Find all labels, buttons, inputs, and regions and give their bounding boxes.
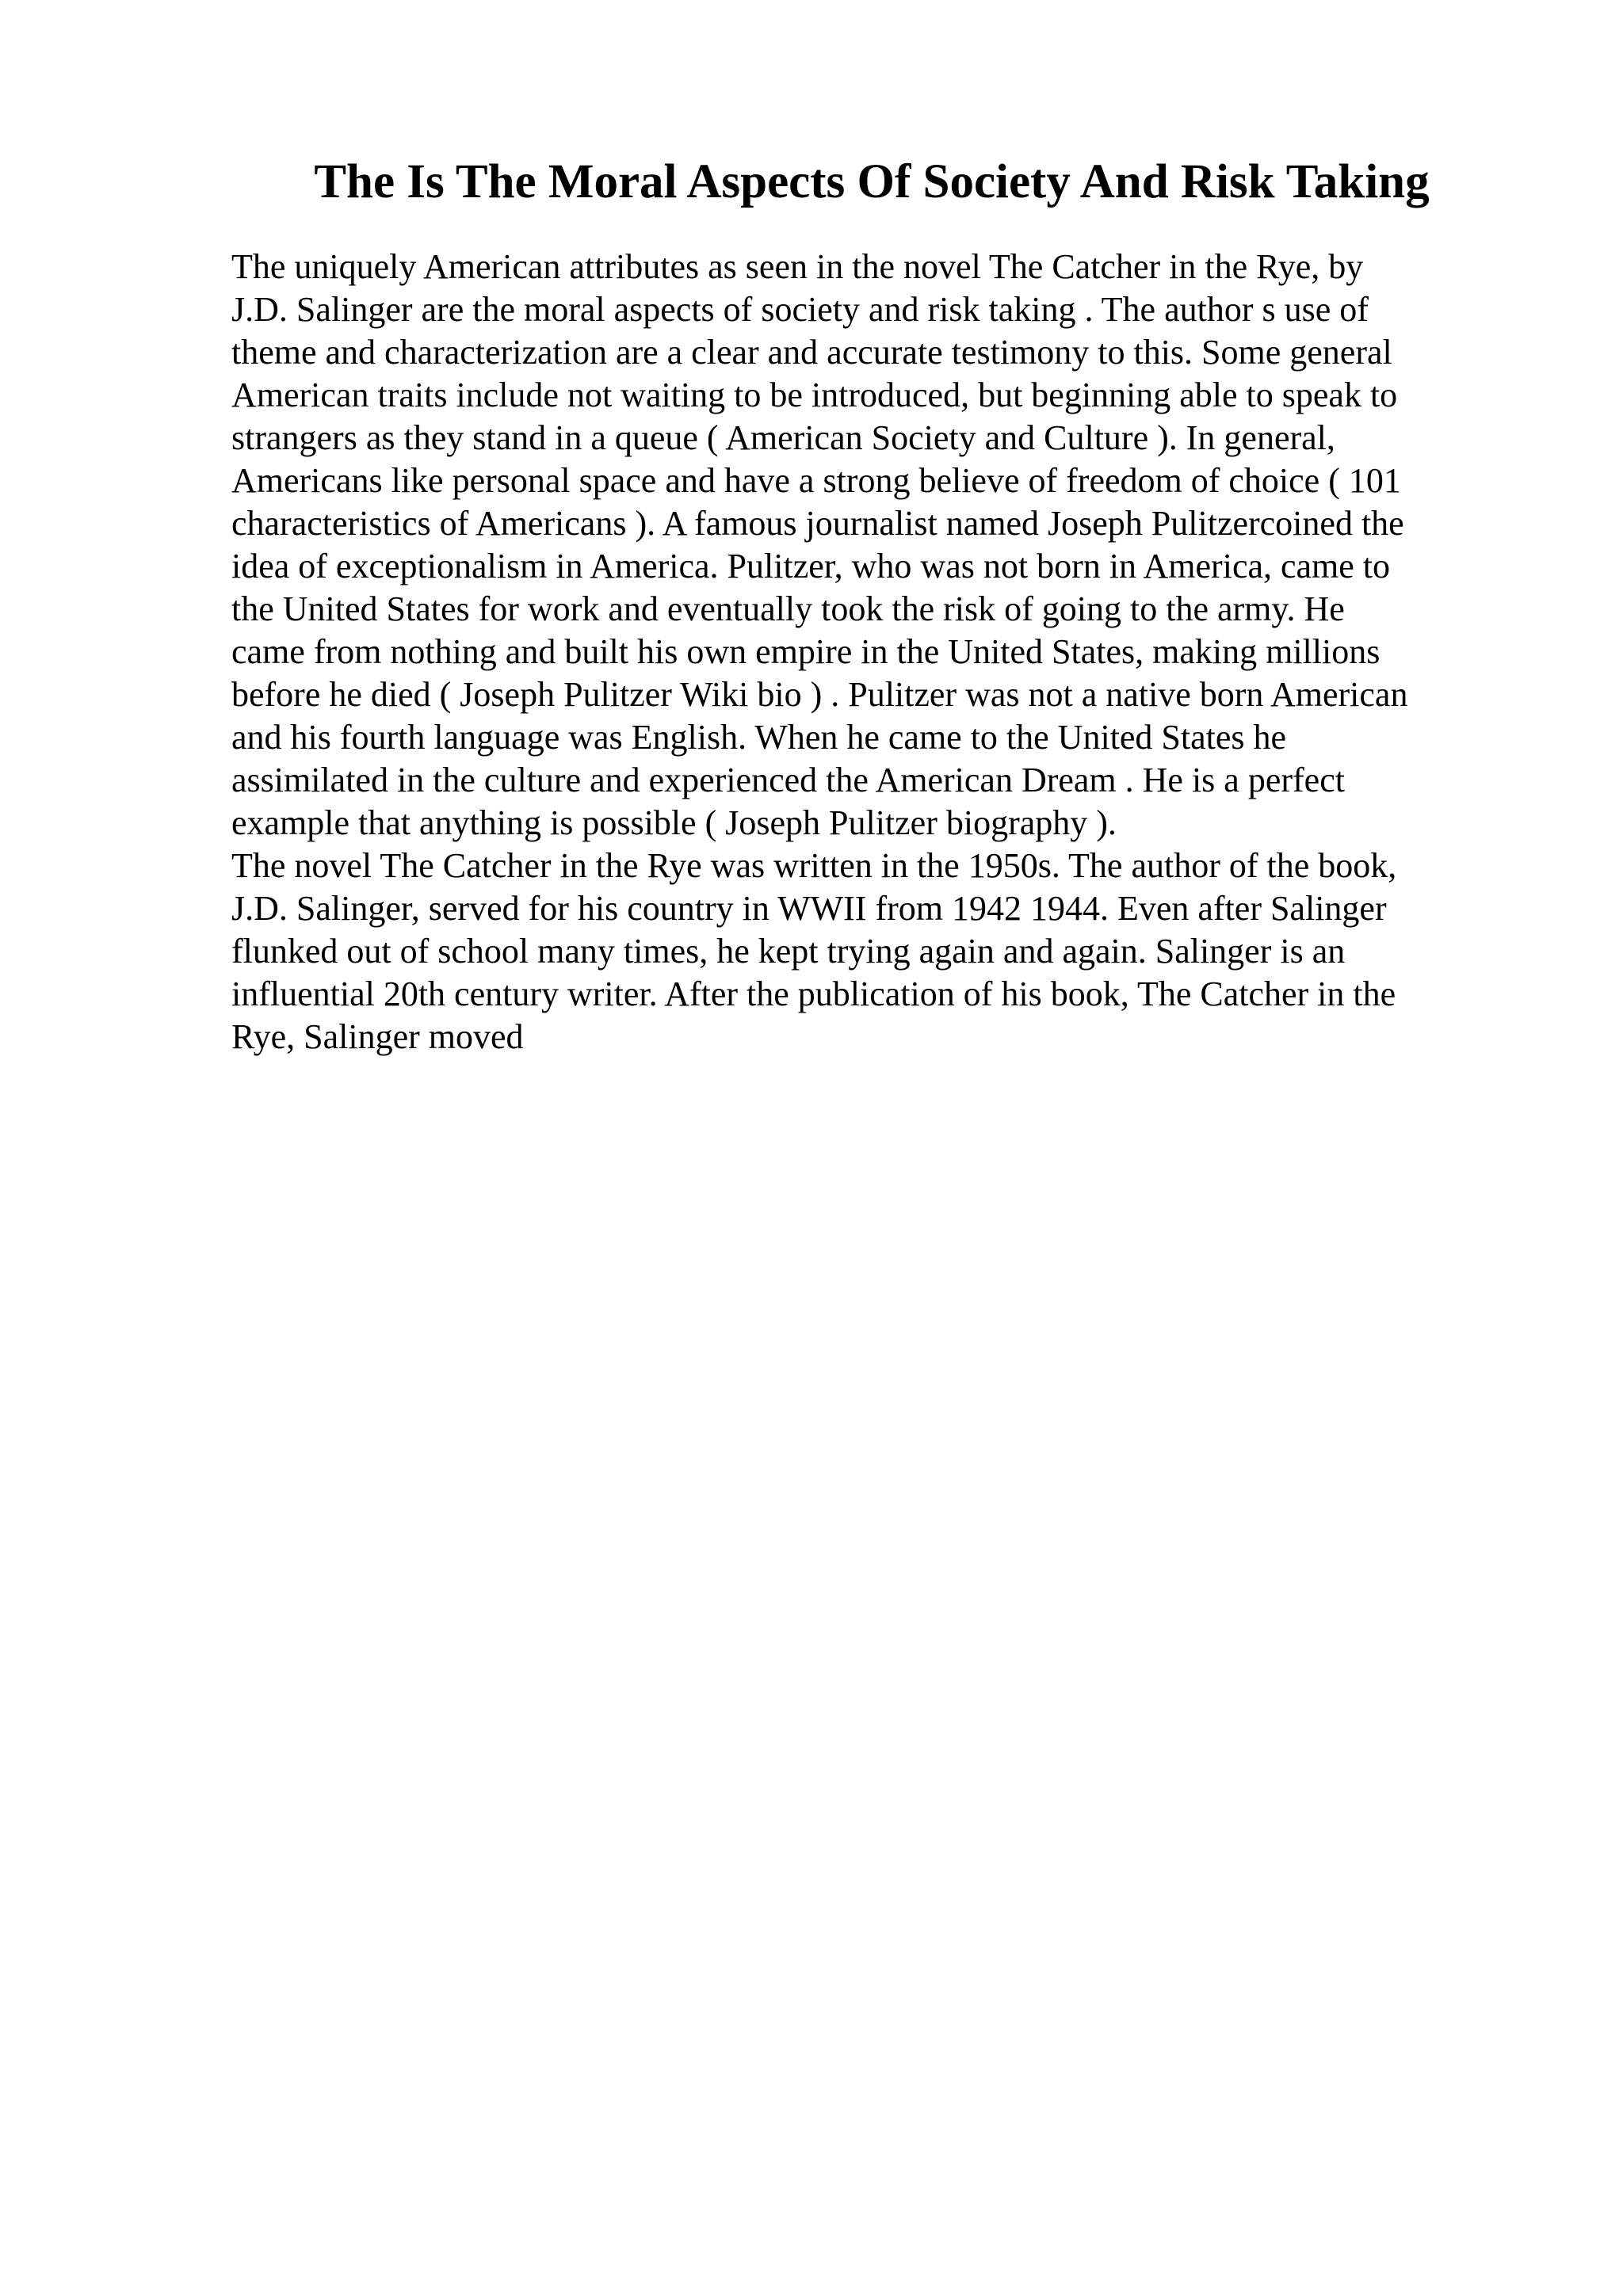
body-line: and his fourth language was English. When he came to the United States he [231, 718, 1287, 757]
body-line: The uniquely American attributes as seen in the novel The Catcher in the Rye, by [231, 247, 1364, 286]
body-line: J.D. Salinger, served for his country in WWII from 1942 1944. Even after Salinger [231, 889, 1387, 928]
body-line: The novel The Catcher in the Rye was written in the 1950s. The author of the book, [231, 846, 1397, 885]
body-line: idea of exceptionalism in America. Pulitzer, who was not born in America, came to [231, 547, 1391, 585]
body-line: came from nothing and built his own empire in the United States, making millions [231, 632, 1381, 671]
body-line: example that anything is possible ( Joseph Pulitzer biography ). [231, 803, 1117, 842]
body-line: J.D. Salinger are the moral aspects of society and risk taking . The author s use of [231, 290, 1369, 329]
body-line: Americans like personal space and have a strong believe of freedom of choice ( 101 [231, 461, 1401, 500]
body-line: influential 20th century writer. After the publication of his book, The Catcher in the [231, 974, 1396, 1013]
body-line: the United States for work and eventually took the risk of going to the army. He [231, 589, 1345, 628]
body-line: American traits include not waiting to be introduced, but beginning able to speak to [231, 376, 1398, 414]
document-title: The Is The Moral Aspects Of Society And Risk Taking [314, 155, 1430, 208]
body-line: strangers as they stand in a queue ( American Society and Culture ). In general, [231, 418, 1335, 457]
body-line: flunked out of school many times, he kept trying again and again. Salinger is an [231, 932, 1346, 971]
body-line: before he died ( Joseph Pulitzer Wiki bio ) . Pulitzer was not a native born American [231, 675, 1408, 714]
body-line: Rye, Salinger moved [231, 1017, 524, 1056]
body-line: theme and characterization are a clear and accurate testimony to this. Some general [231, 333, 1392, 372]
document-body [231, 246, 1484, 1058]
body-line: assimilated in the culture and experienced the American Dream . He is a perfect [231, 761, 1345, 799]
body-line: characteristics of Americans ). A famous journalist named Joseph Pulitzercoined the [231, 504, 1404, 543]
